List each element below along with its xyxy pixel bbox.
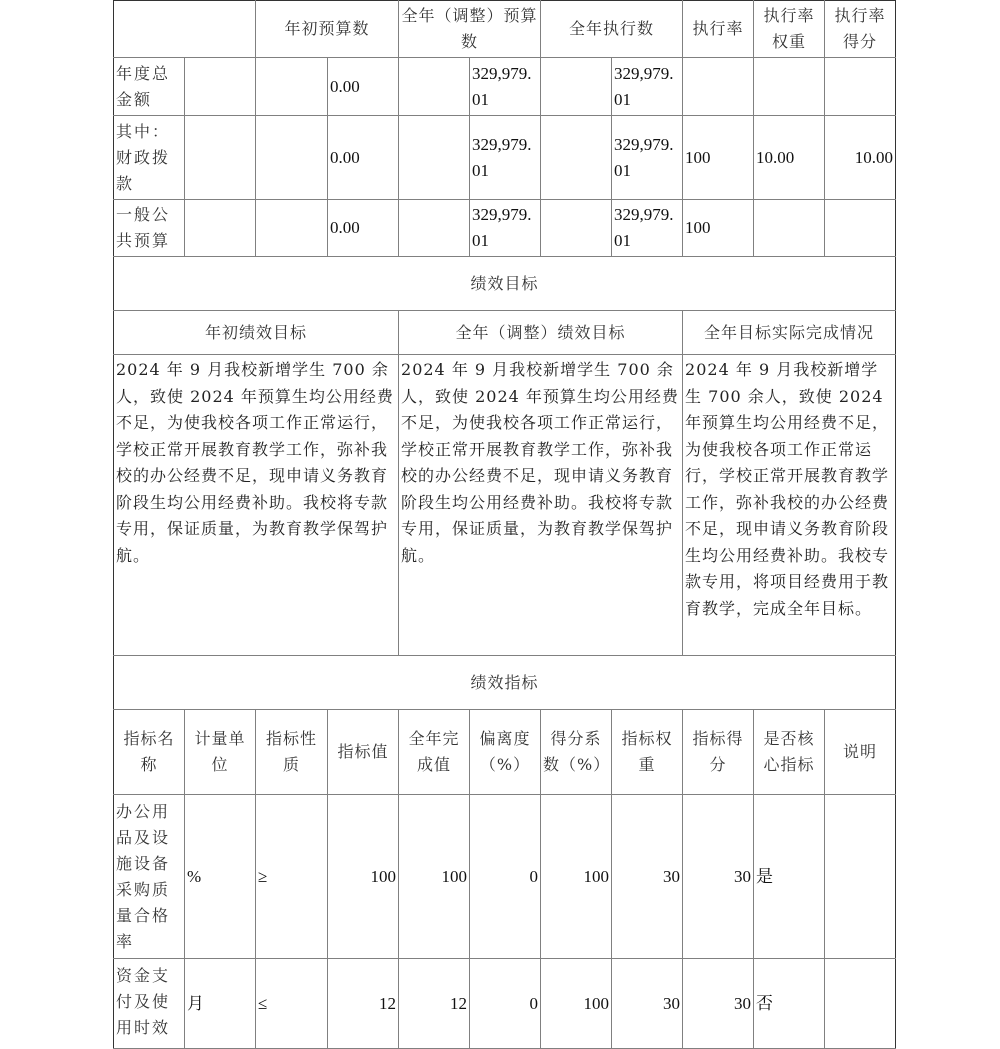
initial-budget-value: 0.00 [328, 200, 399, 257]
header-actual: 全年完成值 [399, 710, 470, 795]
empty-cell [185, 116, 256, 200]
goals-section-row [114, 257, 896, 311]
indicator-unit: % [185, 795, 256, 959]
header-score: 指标得分 [683, 710, 754, 795]
adjusted-budget-value: 329,979.01 [470, 116, 541, 200]
adjusted-goal-text: 2024 年 9 月我校新增学生 700 余人，致使 2024 年预算生均公用经费不足，为使我校各项工作正常运行，学校正常开展教育教学工作，弥补我校的办公经费不足，现申请义务教育阶段生均公用经费补助。我校将专款专用，保证质量，为教育教学保驾护航。 [399, 355, 683, 656]
header-execution-rate: 执行率 [683, 1, 754, 58]
empty-cell [185, 200, 256, 257]
budget-header-row [114, 1, 896, 58]
indicator-target: 12 [328, 959, 399, 1049]
header-unit: 计量单位 [185, 710, 256, 795]
header-weight: 指标权重 [612, 710, 683, 795]
header-initial-goal: 年初绩效目标 [114, 311, 399, 355]
empty-cell [399, 200, 470, 257]
indicator-actual: 12 [399, 959, 470, 1049]
goals-section-title: 绩效目标 [114, 257, 896, 311]
budget-row-label: 其中：财政拨款 [114, 116, 185, 200]
indicator-remark [825, 959, 896, 1049]
empty-cell [399, 116, 470, 200]
initial-budget-value: 0.00 [328, 58, 399, 116]
indicator-weight: 30 [612, 959, 683, 1049]
indicator-actual: 100 [399, 795, 470, 959]
budget-row-general [114, 200, 896, 257]
indicator-deviation: 0 [470, 795, 541, 959]
execution-rate-score-value [825, 58, 896, 116]
indicator-name: 办公用品及设施设备采购质量合格率 [114, 795, 185, 959]
actual-execution-value: 329,979.01 [612, 58, 683, 116]
goals-content-row [114, 355, 896, 656]
indicator-remark [825, 795, 896, 959]
adjusted-budget-value: 329,979.01 [470, 200, 541, 257]
adjusted-budget-value: 329,979.01 [470, 58, 541, 116]
goals-header-row [114, 311, 896, 355]
indicator-coefficient: 100 [541, 795, 612, 959]
header-actual-execution: 全年执行数 [541, 1, 683, 58]
actual-execution-value: 329,979.01 [612, 116, 683, 200]
empty-cell [256, 116, 328, 200]
execution-rate-value: 100 [683, 200, 754, 257]
initial-goal-text: 2024 年 9 月我校新增学生 700 余人，致使 2024 年预算生均公用经费不足，为使我校各项工作正常运行，学校正常开展教育教学工作，弥补我校的办公经费不足，现申请义务教育阶段生均公用经费补助。我校将专款专用，保证质量，为教育教学保驾护航。 [114, 355, 399, 656]
indicator-coefficient: 100 [541, 959, 612, 1049]
empty-cell [541, 116, 612, 200]
performance-evaluation-table [113, 0, 896, 1049]
indicator-weight: 30 [612, 795, 683, 959]
empty-cell [541, 200, 612, 257]
header-nature: 指标性质 [256, 710, 328, 795]
execution-rate-value: 100 [683, 116, 754, 200]
empty-cell [541, 58, 612, 116]
indicator-score: 30 [683, 795, 754, 959]
execution-rate-weight-value [754, 58, 825, 116]
header-initial-budget: 年初预算数 [256, 1, 399, 58]
execution-rate-value [683, 58, 754, 116]
header-coefficient: 得分系数（%） [541, 710, 612, 795]
indicator-row [114, 959, 896, 1049]
header-remark: 说明 [825, 710, 896, 795]
indicator-nature: ≥ [256, 795, 328, 959]
header-execution-rate-score: 执行率得分 [825, 1, 896, 58]
empty-cell [256, 58, 328, 116]
header-target: 指标值 [328, 710, 399, 795]
goal-completion-text: 2024 年 9 月我校新增学生 700 余人，致使 2024 年预算生均公用经费不足，为使我校各项工作正常运行，学校正常开展教育教学工作，弥补我校的办公经费不足，现申请义务教育阶段生均公用经费补助。我校专款专用，将项目经费用于教育教学，完成全年目标。 [683, 355, 896, 656]
header-is-core: 是否核心指标 [754, 710, 825, 795]
execution-rate-weight-value [754, 200, 825, 257]
indicator-is-core: 否 [754, 959, 825, 1049]
initial-budget-value: 0.00 [328, 116, 399, 200]
indicator-score: 30 [683, 959, 754, 1049]
empty-cell [185, 58, 256, 116]
budget-row-label: 年度总金额 [114, 58, 185, 116]
budget-row-fiscal [114, 116, 896, 200]
execution-rate-score-value: 10.00 [825, 116, 896, 200]
indicators-header-row [114, 710, 896, 795]
execution-rate-weight-value: 10.00 [754, 116, 825, 200]
header-adjusted-budget: 全年（调整）预算数 [399, 1, 541, 58]
actual-execution-value: 329,979.01 [612, 200, 683, 257]
empty-cell [399, 58, 470, 116]
header-goal-completion: 全年目标实际完成情况 [683, 311, 896, 355]
indicator-is-core: 是 [754, 795, 825, 959]
empty-cell [256, 200, 328, 257]
indicator-target: 100 [328, 795, 399, 959]
indicator-deviation: 0 [470, 959, 541, 1049]
budget-row-label: 一般公共预算 [114, 200, 185, 257]
indicator-nature: ≤ [256, 959, 328, 1049]
execution-rate-score-value [825, 200, 896, 257]
indicators-section-row [114, 656, 896, 710]
indicator-unit: 月 [185, 959, 256, 1049]
indicator-row [114, 795, 896, 959]
budget-header-blank [114, 1, 256, 58]
header-deviation: 偏离度（%） [470, 710, 541, 795]
budget-row-total [114, 58, 896, 116]
indicator-name: 资金支付及使用时效 [114, 959, 185, 1049]
header-adjusted-goal: 全年（调整）绩效目标 [399, 311, 683, 355]
header-indicator-name: 指标名称 [114, 710, 185, 795]
header-execution-rate-weight: 执行率权重 [754, 1, 825, 58]
indicators-section-title: 绩效指标 [114, 656, 896, 710]
